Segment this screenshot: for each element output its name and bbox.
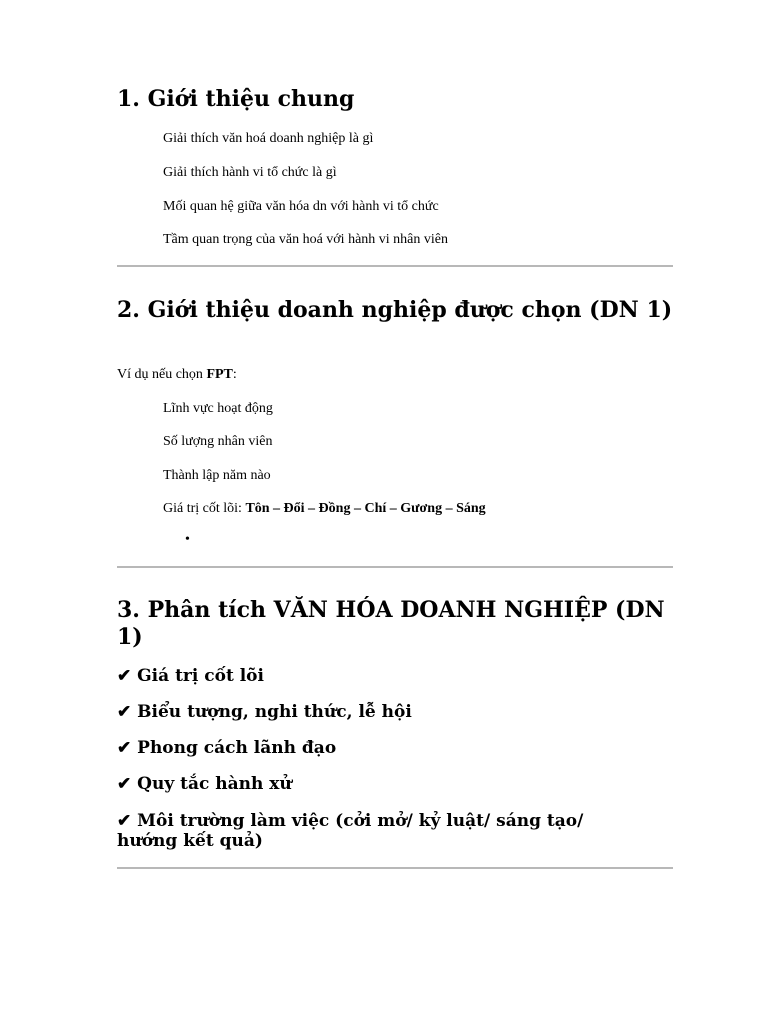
- section-2-core-values: [163, 501, 486, 517]
- intro-prefix: Ví dụ nếu chọn: [117, 367, 207, 382]
- section-1-item-1: Giải thích văn hoá doanh nghiệp là gì: [163, 131, 374, 146]
- section-2-intro: [117, 367, 237, 383]
- section-2-item-3: Thành lập năm nào: [163, 468, 271, 483]
- section-3-title: 3. Phân tích VĂN HÓA DOANH NGHIỆP (DN 1): [117, 597, 665, 650]
- section-2-item-1: Lĩnh vực hoạt động: [163, 401, 273, 416]
- section-1-item-2: Giải thích hành vi tổ chức là gì: [163, 165, 337, 180]
- section-1-item-4: Tầm quan trọng của văn hoá với hành vi nhân viên: [163, 232, 448, 247]
- section-3-check-1: ✔ Giá trị cốt lõi: [117, 666, 264, 686]
- divider-2: [117, 566, 673, 568]
- section-3-check-3: ✔ Phong cách lãnh đạo: [117, 738, 337, 758]
- section-2-item-2: Số lượng nhân viên: [163, 434, 273, 449]
- section-3-check-2: ✔ Biểu tượng, nghi thức, lễ hội: [117, 702, 412, 722]
- divider-3: [117, 867, 673, 869]
- divider-1: [117, 265, 673, 267]
- section-2-title: 2. Giới thiệu doanh nghiệp được chọn (DN 1): [117, 297, 673, 323]
- core-values-label: Giá trị cốt lõi:: [163, 501, 246, 516]
- section-1-title: 1. Giới thiệu chung: [117, 86, 355, 112]
- empty-bullet: •: [185, 532, 190, 547]
- intro-company: FPT: [206, 367, 233, 382]
- section-3-check-4: ✔ Quy tắc hành xử: [117, 774, 292, 794]
- core-values-text: Tôn – Đổi – Đồng – Chí – Gương – Sáng: [245, 501, 486, 516]
- section-1-item-3: Mối quan hệ giữa văn hóa dn với hành vi tổ chức: [163, 199, 439, 214]
- section-3-check-5: ✔ Môi trường làm việc (cởi mở/ kỷ luật/ sáng tạo/ hướng kết quả): [117, 811, 584, 851]
- intro-suffix: :: [232, 367, 237, 382]
